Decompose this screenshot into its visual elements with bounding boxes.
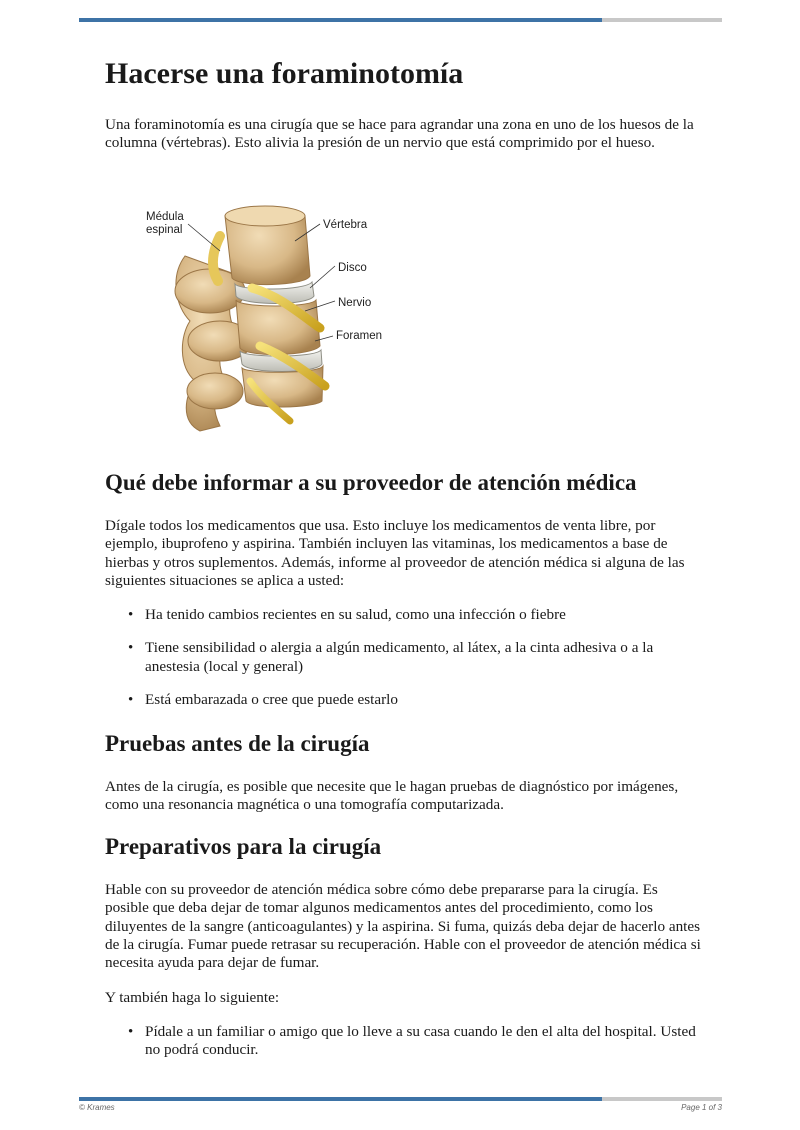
section-informar-list [105,606,705,709]
section-preparativos-list [105,1023,705,1060]
label-medula-line2: espinal [146,224,183,236]
section-pruebas-paragraph: Antes de la cirugía, es posible que necesite que le hagan pruebas de diagnóstico por imágenes, como una resonancia magnética o una tomografía computarizada. [105,778,679,814]
section-heading-preparativos: Preparativos para la cirugía [105,834,382,859]
list-item: • Pídale a un familiar o amigo que lo lleve a su casa cuando le den el alta del hospital. Usted no podrá conducir. [105,1023,705,1060]
footer-progress-bar [79,1097,722,1101]
label-disco: Disco [338,262,367,274]
page-title: Hacerse una foraminotomía [105,57,464,90]
spine-illustration-svg [140,196,400,436]
footer-page-number: Page 1 of 3 [681,1103,722,1112]
spine-illustration [140,196,400,436]
section-preparativos-lead: Y también haga lo siguiente: [105,989,280,1006]
section-informar-paragraph: Dígale todos los medicamentos que usa. Esto incluye los medicamentos de venta libre, por ejemplo, ibuprofeno y aspirina. También incluyen las vitaminas, los medicamentos a base de hierbas y otros suplementos. Además, informe al proveedor de atención médica si alguna de las siguientes situaciones se aplica a usted: [105,517,685,589]
label-vertebra: Vértebra [323,219,368,231]
section-preparativos-paragraph: Hable con su proveedor de atención médica sobre cómo debe prepararse para la cirugía. Es posible que deba dejar de tomar algunos medicamentos antes del procedimiento, como los diluyentes de la sangre (anticoagulantes) y la aspirina. Si fuma, quizás deba dejar de hacerlo antes de la cirugía. Fumar puede retrasar su recuperación. Hable con el proveedor de atención médica si necesita ayuda para dejar de fumar. [105,881,701,972]
footer-progress-fill [79,1097,602,1101]
section-heading-pruebas: Pruebas antes de la cirugía [105,731,370,756]
list-item: • Ha tenido cambios recientes en su salud, como una infección o fiebre [105,606,705,624]
label-medula-line1: Médula [146,211,184,223]
section-heading-informar: Qué debe informar a su proveedor de atención médica [105,470,637,495]
label-nervio: Nervio [338,297,372,309]
header-progress-fill [79,18,602,22]
spinal-cord-shape [213,236,220,281]
label-foramen: Foramen [336,330,383,342]
footer-copyright: © Krames [79,1103,115,1112]
list-item: • Tiene sensibilidad o alergia a algún medicamento, al látex, a la cinta adhesiva o a la anestesia (local y general) [105,639,705,676]
list-item: • Está embarazada o cree que puede estarlo [105,691,705,709]
intro-paragraph: Una foraminotomía es una cirugía que se hace para agrandar una zona en uno de los huesos de la columna (vértebras). Esto alivia la presión de un nervio que está comprimido por el hueso. [105,116,694,152]
header-progress-bar [79,18,722,22]
